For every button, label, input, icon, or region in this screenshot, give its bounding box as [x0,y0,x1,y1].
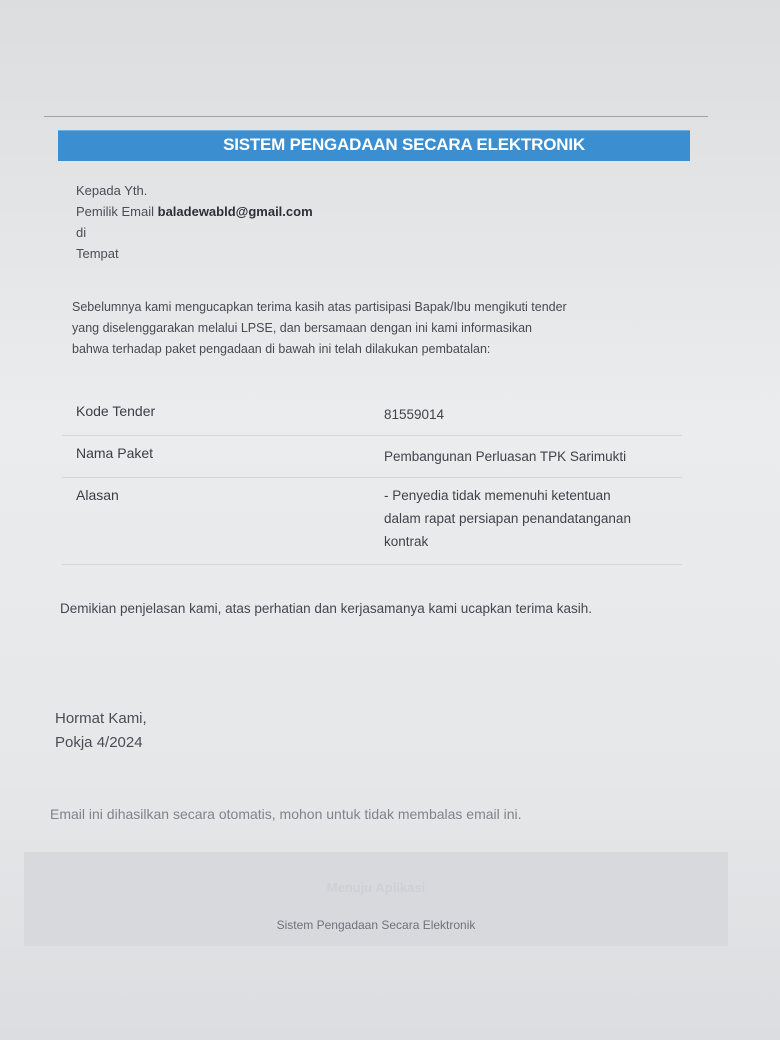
auto-generated-note: Email ini dihasilkan secara otomatis, mohon untuk tidak membalas email ini. [50,806,522,822]
intro-line-2: yang diselenggarakan melalui LPSE, dan bersamaan dengan ini kami informasikan [72,321,532,335]
tender-code-value: 81559014 [384,407,445,422]
salutation-line-3: di [76,225,87,240]
header-title: SISTEM PENGADAAN SECARA ELEKTRONIK [223,135,585,154]
header-banner [58,130,690,161]
salutation-line-1: Kepada Yth. [76,183,148,198]
package-name-value: Pembangunan Perluasan TPK Sarimukti [384,449,627,464]
package-name-label: Nama Paket [76,445,154,461]
table-row-tender-code [62,393,682,436]
signoff-line-1: Hormat Kami, [55,710,147,727]
tender-details-table [62,393,682,565]
intro-line-1: Sebelumnya kami mengucapkan terima kasih atas partisipasi Bapak/Ibu mengikuti tender [72,300,567,314]
tender-code-label: Kode Tender [76,403,156,419]
signoff-line-2: Pokja 4/2024 [55,734,143,751]
reason-line-1: - Penyedia tidak memenuhi ketentuan [384,488,611,503]
salutation-line-2 [76,201,313,222]
footer-bar [24,852,728,946]
recipient-email: baladewabld@gmail.com [157,204,313,219]
table-row-package-name [62,436,682,478]
footer-brand-text: Sistem Pengadaan Secara Elektronik [276,918,476,932]
reason-value [384,484,684,553]
reason-line-2: dalam rapat persiapan penandatanganan [384,511,631,526]
reason-line-3: kontrak [384,534,429,549]
top-divider [44,116,708,117]
intro-paragraph [72,297,682,360]
recipient-prefix: Pemilik Email [76,204,155,219]
salutation-line-4: Tempat [76,246,119,261]
table-row-reason [62,478,682,565]
footer-app-link[interactable]: Menuju Aplikasi [326,880,426,895]
signoff-block [55,707,147,755]
intro-line-3: bahwa terhadap paket pengadaan di bawah ini telah dilakukan pembatalan: [72,342,491,356]
closing-text: Demikian penjelasan kami, atas perhatian dan kerjasamanya kami ucapkan terima kasih. [60,601,593,616]
salutation-block [76,180,313,264]
reason-label: Alasan [76,487,119,503]
